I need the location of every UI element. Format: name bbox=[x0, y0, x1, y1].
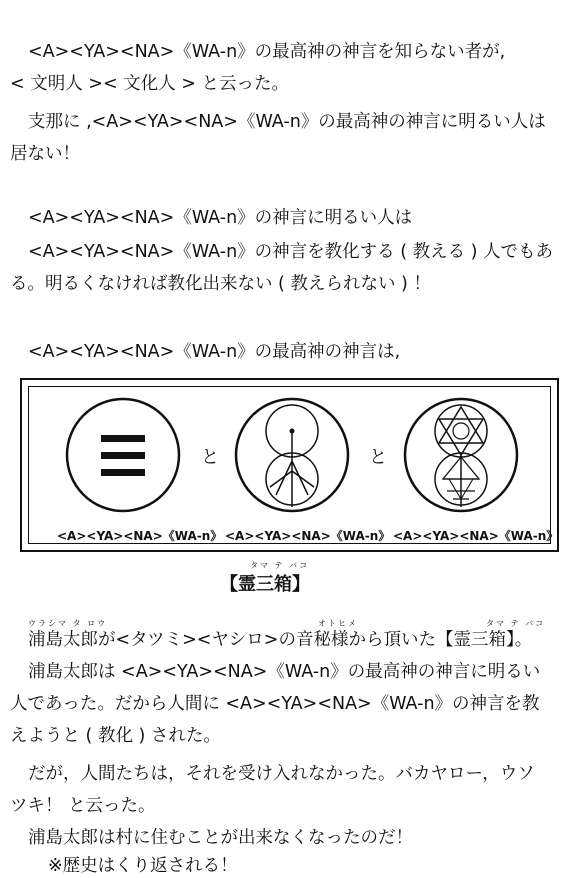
paragraph-5-line-8: ※歴史はくり返される！ bbox=[48, 856, 238, 876]
emblem-caption-2: <A><YA><NA>《WA-n》 bbox=[225, 529, 391, 543]
connector-to-1: と bbox=[201, 447, 219, 468]
paragraph-4-line-1: <A><YA><NA>《WA-n》の最高神の神言は, bbox=[28, 342, 401, 362]
ruby-tamatebako: タマ テ バコ bbox=[486, 619, 546, 628]
paragraph-2-line-1: 支那に ,<A><YA><NA>《WA-n》の最高神の神言に明るい人は bbox=[28, 112, 546, 132]
emblem-figure-inner-frame bbox=[28, 386, 559, 544]
paragraph-5-line-6: ツキ！ と云った。 bbox=[10, 796, 156, 816]
paragraph-3-line-1: <A><YA><NA>《WA-n》の神言に明るい人は bbox=[28, 208, 413, 228]
three-bars-icon bbox=[63, 395, 183, 515]
ruby-urashima: ウラシマ タ ロウ bbox=[28, 619, 108, 628]
paragraph-1-line-1: <A><YA><NA>《WA-n》の最高神の神言を知らない者が, bbox=[28, 42, 506, 62]
hexagram-tree-icon bbox=[401, 395, 521, 515]
paragraph-3-line-3: る。明るくなければ教化出来ない ( 教えられない ) ！ bbox=[10, 274, 431, 294]
emblem-caption-1: <A><YA><NA>《WA-n》 bbox=[57, 529, 223, 543]
ruby-otohime: オトヒメ bbox=[318, 619, 358, 628]
paragraph-5-line-3: 人であった。だから人間に <A><YA><NA>《WA-n》の神言を教 bbox=[10, 694, 540, 714]
paragraph-2-line-2: 居ない！ bbox=[10, 144, 80, 164]
emblem-figure-frame bbox=[20, 378, 559, 552]
paragraph-5-line-5: だが，人間たちは，それを受け入れなかった。バカヤロー，ウソ bbox=[28, 764, 535, 784]
connector-to-2: と bbox=[369, 447, 387, 468]
paragraph-1-line-2: < 文明人 >< 文化人 > と云った。 bbox=[10, 74, 289, 94]
paragraph-5-line-2: 浦島太郎は <A><YA><NA>《WA-n》の最高神の神言に明るい bbox=[28, 662, 541, 682]
paragraph-5-line-4: えようと ( 教化 ) された。 bbox=[10, 726, 221, 746]
paragraph-5-line-7: 浦島太郎は村に住むことが出来なくなったのだ！ bbox=[28, 828, 413, 848]
paragraph-5-line-1: 浦島太郎が<タツミ><ヤシロ>の音秘様から頂いた【霊三箱】。 bbox=[28, 630, 533, 650]
emblem-caption-3: <A><YA><NA>《WA-n》 bbox=[393, 529, 559, 543]
box-title-ruby: タマ テ バコ bbox=[250, 561, 310, 570]
tree-circle-icon bbox=[232, 395, 352, 515]
paragraph-3-line-2: <A><YA><NA>《WA-n》の神言を教化する ( 教える ) 人でもあ bbox=[28, 242, 554, 262]
box-title: 【霊三箱】 bbox=[220, 574, 310, 595]
